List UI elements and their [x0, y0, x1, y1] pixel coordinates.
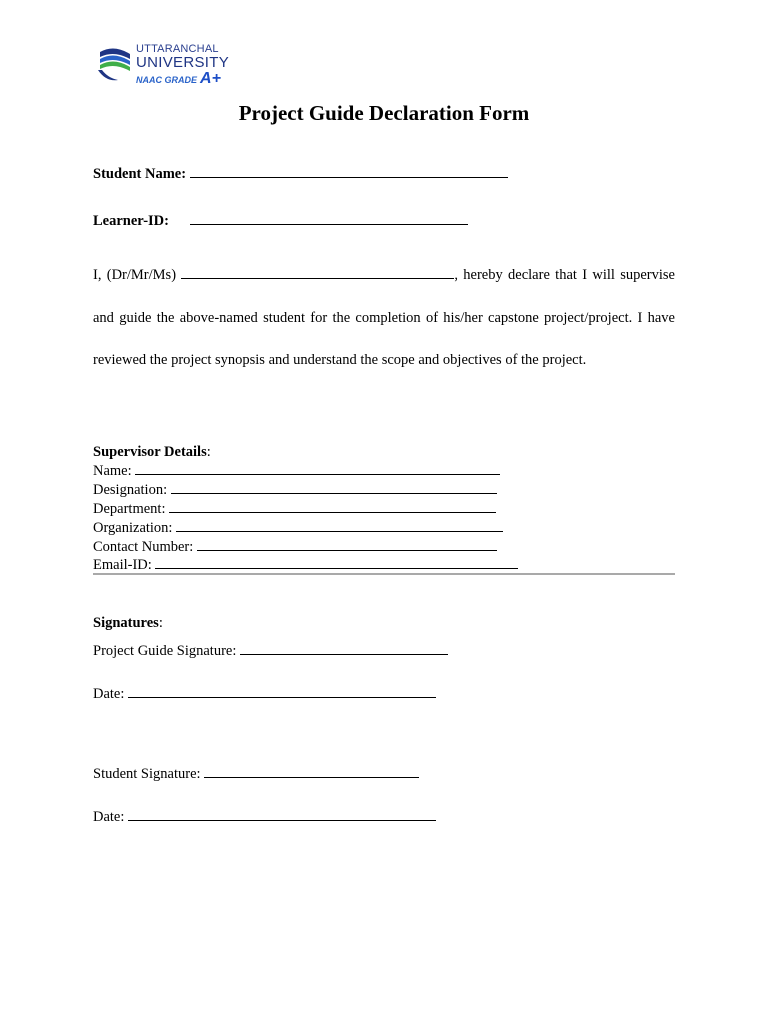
- guide-name-blank[interactable]: [181, 266, 454, 279]
- logo-line-1: UTTARANCHAL: [136, 43, 219, 55]
- declaration-paragraph: [93, 254, 675, 382]
- student-signature-row: [93, 764, 419, 783]
- guide-date-row: [93, 684, 436, 703]
- learner-id-row: [93, 211, 468, 230]
- logo-line-2: UNIVERSITY: [136, 54, 230, 71]
- supervisor-department-blank[interactable]: [169, 499, 496, 513]
- university-emblem-icon: [96, 46, 132, 84]
- student-date-blank[interactable]: [128, 807, 436, 821]
- student-date-row: [93, 807, 436, 826]
- declaration-prefix: I, (Dr/Mr/Ms): [93, 267, 177, 283]
- declaration-text: , hereby declare that I will supervise and guide the above-named student for the completion of his/her capstone project/project. I have reviewed the project synopsis and understand the scope and objectives of the project.: [93, 267, 675, 368]
- form-title: Project Guide Declaration Form: [238, 101, 530, 125]
- guide-date-blank[interactable]: [128, 684, 436, 698]
- university-logo: [96, 44, 236, 86]
- supervisor-details: [93, 444, 518, 574]
- supervisor-designation-blank[interactable]: [171, 480, 497, 494]
- signatures-heading: Signatures:: [93, 615, 163, 631]
- guide-date-label: Date:: [93, 686, 125, 702]
- supervisor-heading: Supervisor Details:: [93, 444, 211, 460]
- supervisor-email-row: Email-ID:: [93, 555, 518, 574]
- student-name-blank[interactable]: [190, 164, 508, 178]
- student-signature-label: Student Signature:: [93, 766, 201, 782]
- supervisor-contact-row: Contact Number:: [93, 537, 518, 556]
- logo-line-3: NAAC GRADE A+: [136, 70, 221, 87]
- supervisor-designation-row: Designation:: [93, 480, 518, 499]
- supervisor-contact-blank[interactable]: [197, 537, 497, 551]
- guide-signature-label: Project Guide Signature:: [93, 643, 237, 659]
- supervisor-organization-row: Organization:: [93, 518, 518, 537]
- supervisor-organization-blank[interactable]: [176, 518, 503, 532]
- supervisor-department-row: Department:: [93, 499, 518, 518]
- student-signature-blank[interactable]: [204, 764, 419, 778]
- guide-signature-blank[interactable]: [240, 641, 448, 655]
- supervisor-name-blank[interactable]: [135, 461, 500, 475]
- grade-badge: A+: [200, 70, 221, 87]
- guide-signature-row: [93, 641, 448, 660]
- student-name-label: Student Name:: [93, 166, 187, 182]
- student-name-row: [93, 164, 508, 183]
- learner-id-blank[interactable]: [190, 211, 468, 225]
- learner-id-label: Learner-ID:: [93, 213, 169, 229]
- supervisor-email-blank[interactable]: [155, 555, 518, 569]
- section-divider: [93, 573, 675, 575]
- student-date-label: Date:: [93, 809, 125, 825]
- supervisor-name-row: Name:: [93, 461, 518, 480]
